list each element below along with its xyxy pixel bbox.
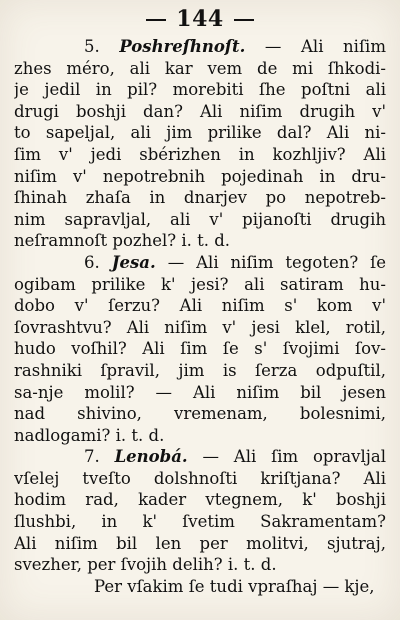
section-number: 6.: [84, 252, 100, 272]
text-line: ogibam prilike k' jesi? ali satiram hu-: [14, 274, 386, 294]
section-number: 5.: [84, 37, 100, 56]
section-5: [14, 36, 386, 252]
text-line: vſelej tveſto dolshnoſti kriſtjana? Ali: [14, 468, 386, 488]
section-6-heading-line: [14, 252, 386, 274]
text-line: niſim v' nepotrebnih pojedinah in dru-: [14, 166, 386, 186]
section-number: 7.: [84, 447, 100, 467]
text-line: — Ali ſim opravljal: [202, 447, 386, 467]
section-7-heading-line: [14, 446, 386, 468]
text-line: nad shivino, vremenam, bolesnimi,: [14, 404, 386, 424]
text-line: ſim v' jedi sbérizhen in kozhljiv? Ali: [14, 144, 386, 164]
header-dash-left: [146, 19, 166, 21]
text-line: hudo voſhil? Ali ſim ſe s' ſvojimi ſov-: [14, 339, 386, 359]
text-line: to sapeljal, ali jim prilike dal? Ali ni-: [14, 123, 386, 143]
section-title: Lenobá.: [114, 447, 188, 467]
text-line: sa-nje molil? — Ali niſim bil jesen: [14, 382, 386, 402]
text-line: nadlogami? i. t. d.: [14, 425, 165, 445]
page-number: 144: [176, 6, 224, 32]
text-line: nim sapravljal, ali v' pijanoſti drugih: [14, 209, 386, 229]
text-line: rashniki ſpravil, jim is ſerza odpuſtil,: [14, 360, 386, 380]
text-line: drugi boshji dan? Ali niſim drugih v': [14, 101, 386, 121]
text-line: — Ali niſim tegoten? ſe: [167, 252, 386, 272]
section-6: [14, 252, 386, 446]
text-line: dobo v' ſerzu? Ali niſim s' kom v': [14, 296, 386, 316]
header-dash-right: [234, 19, 254, 21]
text-line: hodim rad, kader vtegnem, k' boshji: [14, 490, 386, 510]
page-body: [14, 36, 386, 597]
text-line: — Ali niſim: [264, 37, 386, 56]
section-5-heading-line: [14, 36, 386, 58]
text-line: ſovrashtvu? Ali niſim v' jesi klel, rotil,: [14, 317, 386, 337]
text-line: Ali niſim bil len per molitvi, sjutraj,: [14, 533, 386, 553]
text-line: neſramnoſt pozhel? i. t. d.: [14, 231, 231, 251]
page-header: [0, 6, 400, 32]
text-line: ſlushbi, in k' ſvetim Sakramentam?: [14, 512, 386, 532]
section-title: Jesa.: [111, 252, 156, 272]
text-line: je jedil in pil? morebiti ſhe poſtni ali: [14, 80, 386, 100]
text-line: zhes méro, ali kar vem de mi ſhkodi-: [14, 58, 386, 78]
section-7: [14, 446, 386, 576]
section-title: Poshreſhnoſt.: [119, 37, 246, 56]
text-line: svezher, per ſvojih delih? i. t. d.: [14, 555, 277, 575]
closing-line: Per vſakim ſe tudi vpraſhaj — kje,: [94, 576, 375, 596]
text-line: ſhinah zhaſa in dnarjev po nepotreb-: [14, 188, 386, 208]
